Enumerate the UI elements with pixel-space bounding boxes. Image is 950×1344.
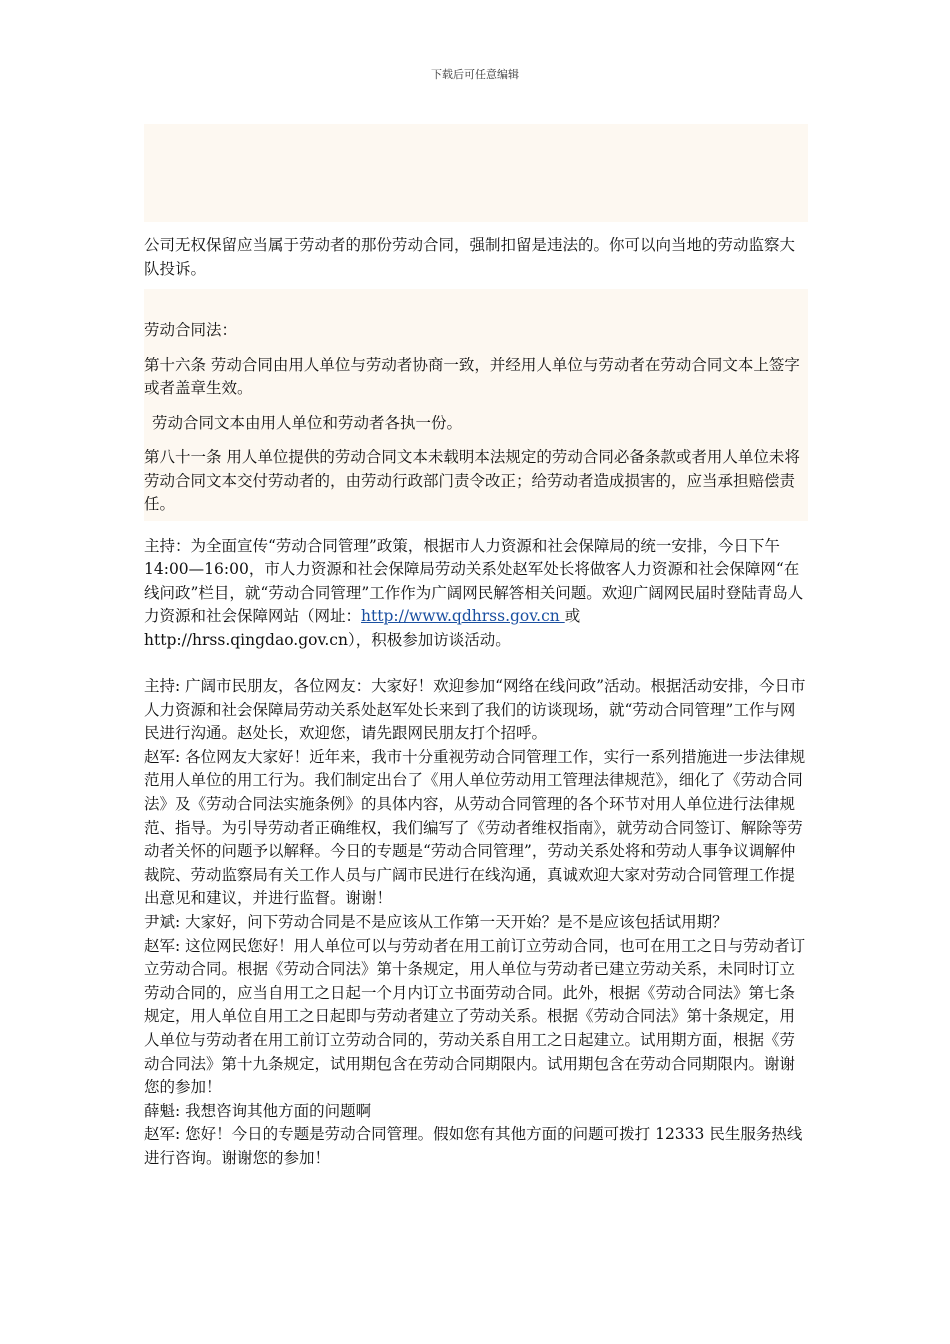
website-link[interactable]: http://www.qdhrss.gov.cn bbox=[361, 607, 565, 625]
dialogue-line: 主持: 广阔市民朋友，各位网友：大家好！欢迎参加“网络在线问政”活动。根据活动安排，今日市人力资源和社会保障局劳动关系处赵军处长来到了我们的访谈现场，就“劳动合同管理”工作与网民进行沟通。赵处长，欢迎您，请先跟网民朋友打个招呼。 bbox=[144, 677, 806, 743]
law-article-16: 第十六条 劳动合同由用人单位与劳动者协商一致，并经用人单位与劳动者在劳动合同文本上签字或者盖章生效。 bbox=[144, 355, 800, 397]
dialogue-line: 尹斌: 大家好，问下劳动合同是不是应该从工作第一天开始？是不是应该包括试用期？ bbox=[144, 912, 728, 931]
law-article-81: 第八十一条 用人单位提供的劳动合同文本未载明本法规定的劳动合同必备条款或者用人单位未将劳动合同文本交付劳动者的，由劳动行政部门责令改正；给劳动者造成损害的，应当承担赔偿责任。 bbox=[144, 448, 800, 513]
page-header: 下载后可任意编辑 bbox=[431, 68, 519, 81]
answer-paragraph: 公司无权保留应当属于劳动者的那份劳动合同，强制扣留是违法的。你可以向当地的劳动监察大队投诉。 bbox=[144, 236, 796, 278]
host-intro-text-end: 或 http://hrss.qingdao.gov.cn），积极参加访谈活动。 bbox=[144, 607, 581, 649]
law-title: 劳动合同法： bbox=[144, 321, 238, 339]
dialogue-line: 赵军: 这位网民您好！用人单位可以与劳动者在用工前订立劳动合同，也可在用工之日与劳动者订立劳动合同。根据《劳动合同法》第十条规定，用人单位与劳动者已建立劳动关系，未同时订立劳动合同的，应当自用工之日起一个月内订立书面劳动合同。此外，根据《劳动合同法》第七条规定，用人单位自用工之日起即与劳动者建立了劳动关系。根据《劳动合同法》第十条规定，用人单位与劳动者在用工前订立劳动合同的，劳动关系自用工之日起建立。试用期方面，根据《劳动合同法》第十九条规定，试用期包含在劳动合同期限内。试用期包含在劳动合同期限内。谢谢您的参加！ bbox=[144, 936, 806, 1097]
dialogue-line: 赵军: 各位网友大家好！近年来，我市十分重视劳动合同管理工作，实行一系列措施进一步法律规范用人单位的用工行为。我们制定出台了《用人单位劳动用工管理法律规范》，细化了《劳动合同法》及《劳动合同法实施条例》的具体内容，从劳动合同管理的各个环节对用人单位进行法律规范、指导。为引导劳动者正确维权，我们编写了《劳动者维权指南》，就劳动合同签订、解除等劳动者关怀的问题予以解释。今日的专题是“劳动合同管理”，劳动关系处将和劳动人事争议调解仲裁院、劳动监察局有关工作人员与广阔市民进行在线沟通，真诚欢迎大家对劳动合同管理工作提出意见和建议，并进行监督。谢谢！ bbox=[144, 747, 806, 908]
host-intro-text: 主持：为全面宣传“劳动合同管理”政策，根据市人力资源和社会保障局的统一安排，今日下午 14:00—16:00，市人力资源和社会保障局劳动关系处赵军处长将做客人力资源和社会保障网“在线问政”栏目，就“劳动合同管理”工作作为广阔网民解答相关问题。欢迎广阔网民届时登陆青岛人力资源和社会保障网站（网址： bbox=[144, 536, 804, 625]
law-quote-block bbox=[144, 289, 808, 521]
dialogue-line: 赵军: 您好！今日的专题是劳动合同管理。假如您有其他方面的问题可拨打 12333 民生服务热线进行咨询。谢谢您的参加！ bbox=[144, 1125, 803, 1167]
dialogue-line: 薛魁: 我想咨询其他方面的问题啊 bbox=[144, 1101, 372, 1120]
host-intro-paragraph bbox=[144, 535, 808, 653]
shaded-blank-area bbox=[144, 124, 808, 222]
law-article-16-copies: 劳动合同文本由用人单位和劳动者各执一份。 bbox=[152, 413, 463, 432]
document-body bbox=[144, 124, 808, 1170]
interview-dialogue bbox=[144, 675, 808, 1170]
